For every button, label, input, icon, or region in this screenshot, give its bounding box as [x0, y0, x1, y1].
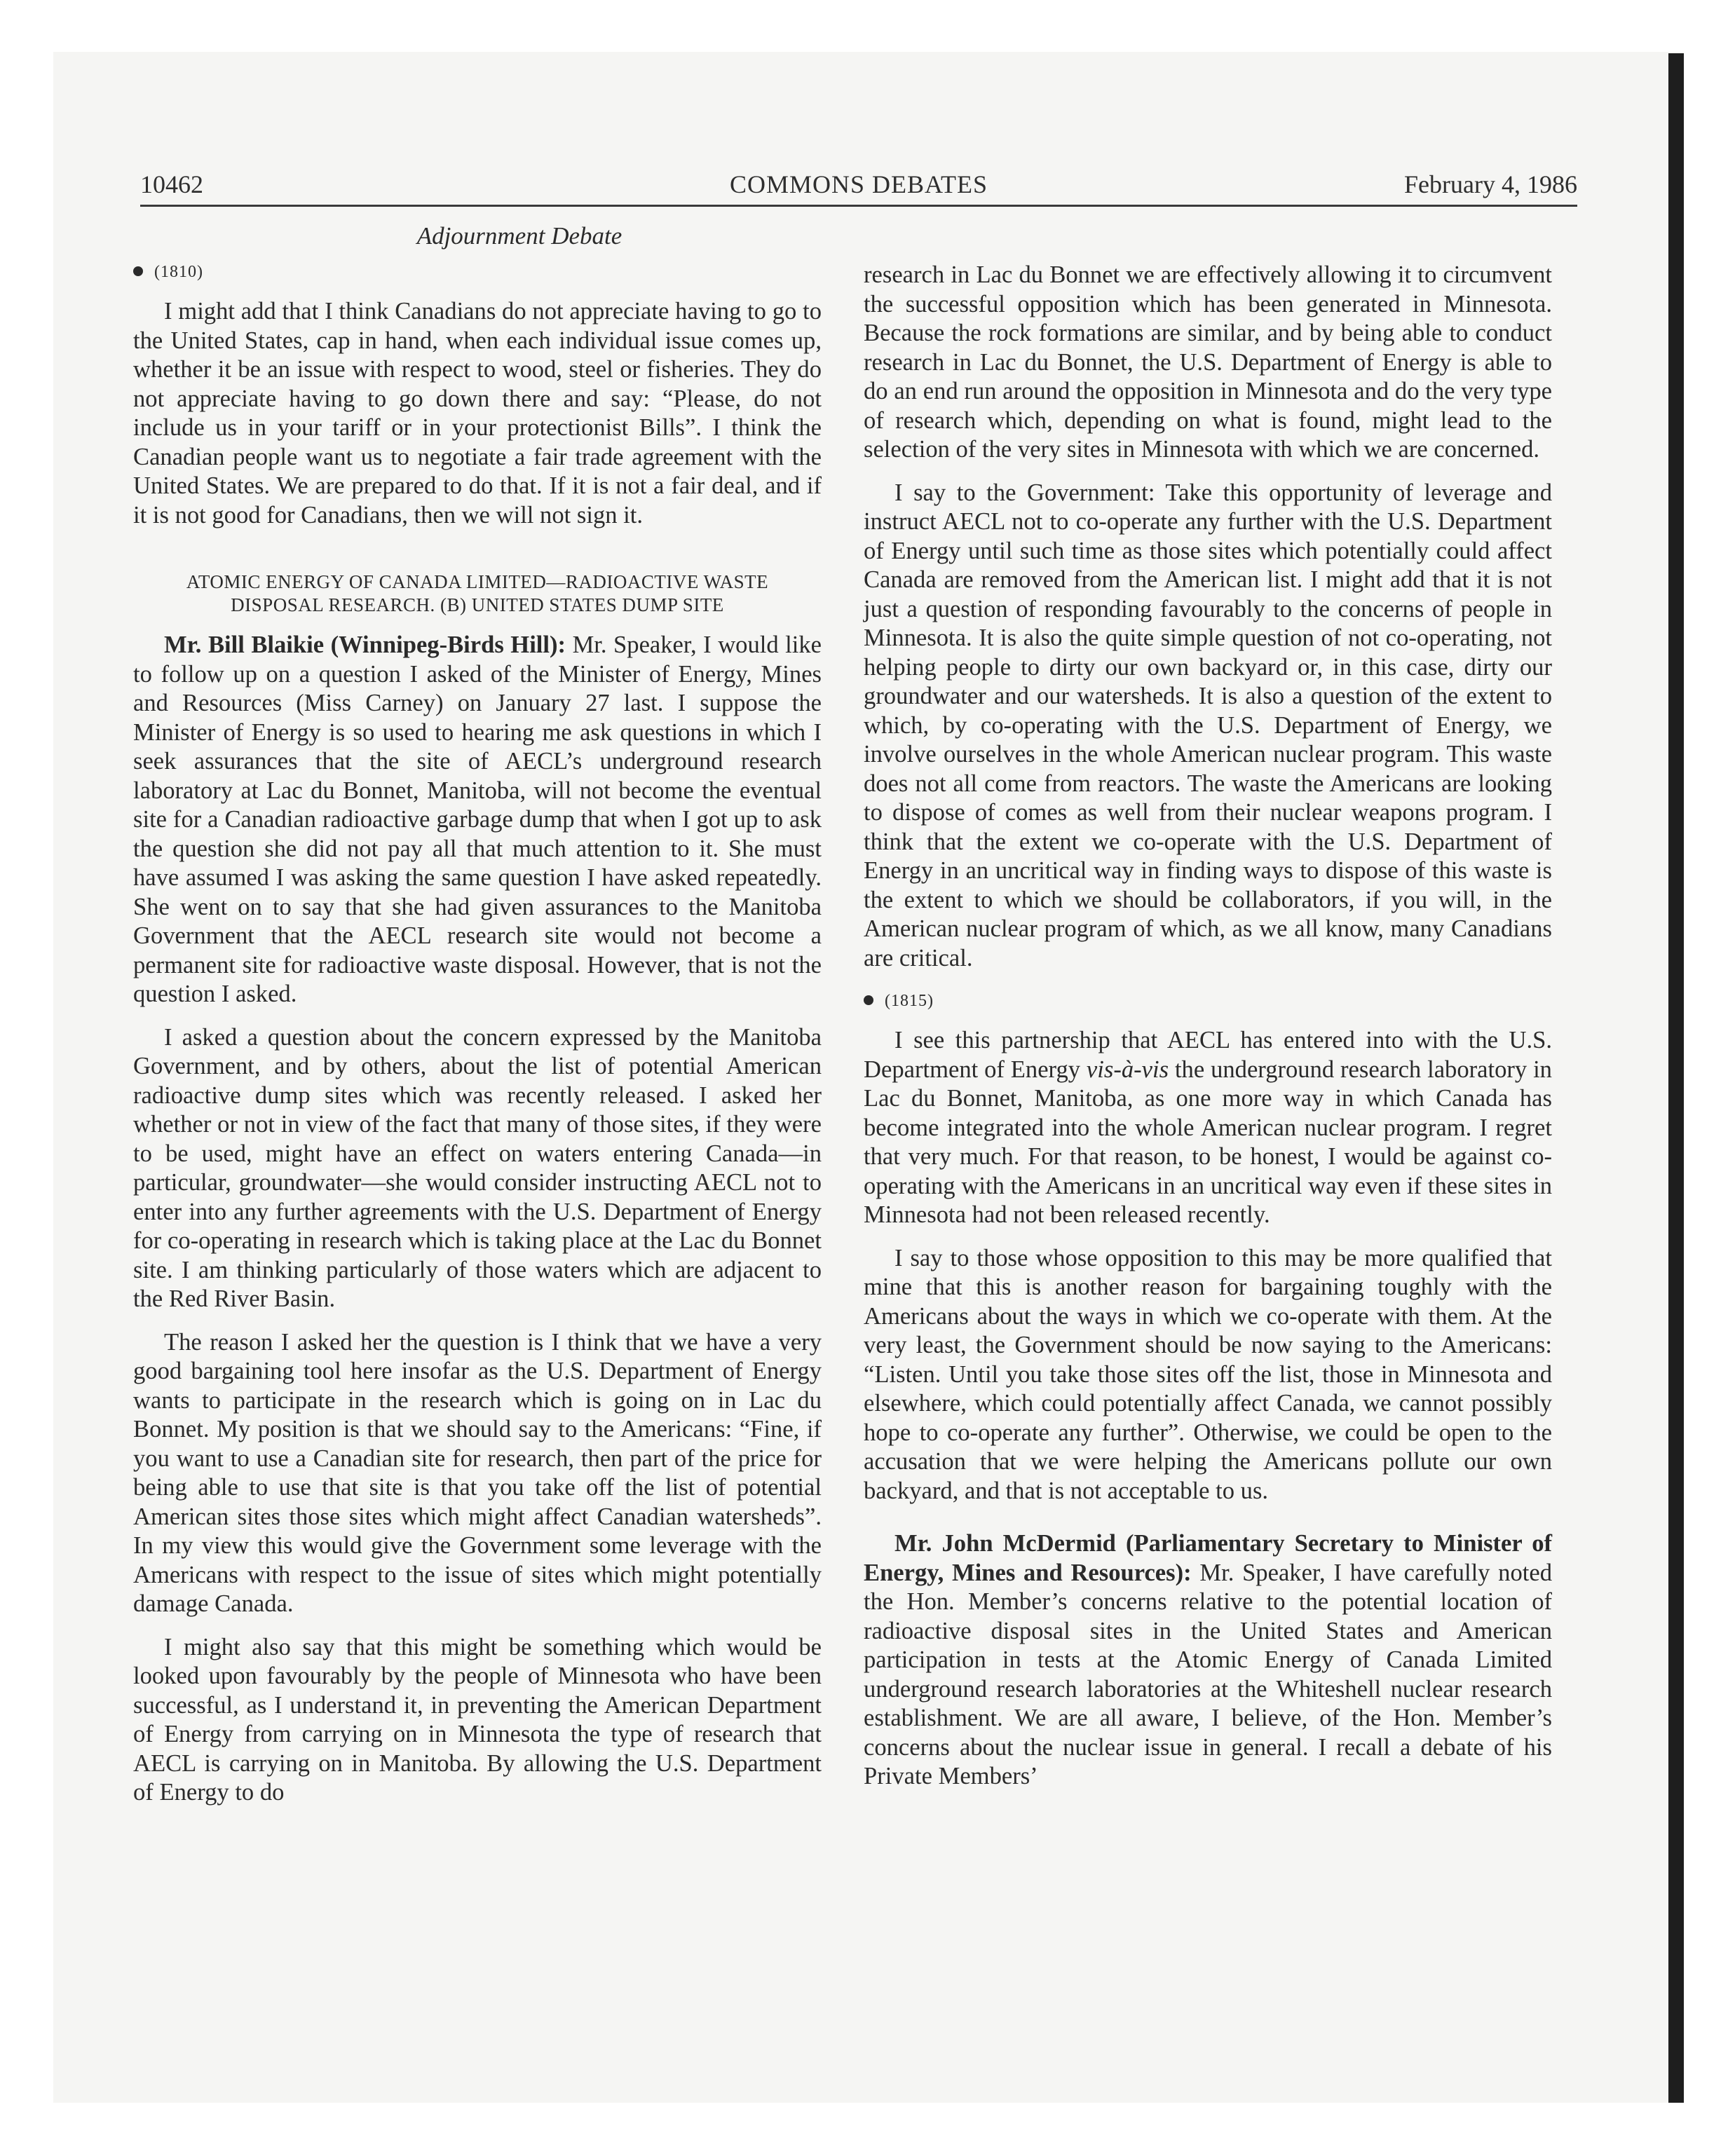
publication-title: COMMONS DEBATES — [729, 170, 988, 198]
timestamp-1815 — [864, 987, 1552, 1015]
scan-margin-left — [0, 0, 53, 2156]
bullet-icon — [864, 995, 873, 1005]
paragraph: I might add that I think Canadians do not appreciate having to go to the United States, cap in hand, when each individual issue comes up, whether it be an issue with respect to wood, steel or fisheries. They do not appreciate having to go down there and say: “Please, do not include us in your tariff or in your protectionist Bills”. I think the Canadian people want us to negotiate a fair trade agreement with the United States. We are prepared to do that. If it is not a fair deal, and if it is not good for Canadians, then we will not sign it. — [133, 298, 822, 528]
scan-margin-bottom — [0, 2103, 1735, 2156]
timestamp-1810 — [133, 258, 822, 286]
bullet-icon — [133, 266, 143, 276]
paragraph — [864, 1529, 1552, 1792]
page-header — [140, 170, 1577, 203]
paragraph — [864, 1026, 1552, 1230]
header-rule — [140, 205, 1577, 207]
debate-heading-line-2: DISPOSAL RESEARCH. (B) UNITED STATES DUMP SITE — [231, 594, 724, 615]
right-column — [864, 261, 1552, 1792]
paragraph: I asked a question about the concern expressed by the Manitoba Government, and by others, about the list of potential American radioactive dump sites which was recently released. I asked her whether or not in view of the fact that many of those sites, if they were to be used, might have an effect on waters entering Canada—in particular, groundwater—she would consider instructing AECL not to enter into any further agreements with the U.S. Department of Energy for co-operating in research which is taking place at the Lac du Bonnet site. I am thinking particularly of those waters which are adjacent to the Red River Basin. — [133, 1023, 822, 1312]
page-number: 10462 — [140, 170, 203, 198]
paragraph: I might also say that this might be something which would be looked upon favourably by the people of Minnesota who have been successful, as I understand it, in preventing the American Department of Energy from carrying on in Minnesota the type of research that AECL is carrying on in Manitoba. By allowing the U.S. Department of Energy to do — [133, 1633, 822, 1806]
section-title: Adjournment Debate — [416, 222, 622, 250]
timestamp-text: (1810) — [154, 263, 203, 281]
paragraph: I say to those whose opposition to this may be more qualified that mine that this is another reason for bargaining toughly with the Americans about the ways in which we co-operate with them. At the very least, the Government should be now saying to the Americans: “Listen. Until you take those sites off the list, those in Minnesota and elsewhere, which could potentially affect Canada, we cannot possibly hope to co-operate any further”. Otherwise, we could be open to the accusation that we were helping the Americans pollute our own backyard, and that is not acceptable to us. — [864, 1244, 1552, 1504]
page-date: February 4, 1986 — [1404, 170, 1577, 198]
speaker-name: Mr. Bill Blaikie (Winnipeg-Birds Hill): — [164, 632, 566, 658]
italic-phrase: vis-à-vis — [1086, 1056, 1169, 1083]
speech-text: Mr. Speaker, I would like to follow up on a question I asked of the Minister of Energy, Mines and Resources (Miss Carney) on January 27 last. I suppose the Minister of Energy is so used to hearing me ask questions in which I seek assurances that the site of AECL’s underground research laboratory at Lac du Bonnet, Manitoba, will not become the eventual site for a Canadian radioactive garbage dump that when I got up to ask the question she did not pay all that much attention to it. She must have assumed I was asking the same question I have asked repeatedly. She went on to say that she had given assurances to the Manitoba Government that the AECL research site would not become a permanent site for radioactive waste disposal. However, that is not the question I asked. — [133, 632, 822, 1007]
paragraph — [133, 631, 822, 1009]
speech-text: Mr. Speaker, I have carefully noted the Hon. Member’s concerns relative to the potential location of radioactive disposal sites in the United States and American participation in tests at the Atomic Energy of Canada Limited underground research laboratories at the Whiteshell nuclear research establishment. We are all aware, I believe, of the Hon. Member’s concerns about the nuclear issue in general. I recall a debate of his Private Members’ — [864, 1559, 1552, 1789]
debate-heading-line-1: ATOMIC ENERGY OF CANADA LIMITED—RADIOACTIVE WASTE — [186, 571, 769, 592]
scan-margin-right — [1684, 0, 1735, 2156]
speech-text: I see this partnership that AECL has entered into with the U.S. Department of Energy — [864, 1027, 1552, 1083]
speech-text: the underground research laboratory in Lac du Bonnet, Manitoba, as one more way in which Canada has become integrated into the whole American nuclear program. I regret that very much. For that reason, to be honest, I would be against co-operating with the Americans in an uncritical way even if these sites in Minnesota had not been released recently. — [864, 1056, 1552, 1228]
debate-heading — [133, 571, 822, 617]
paragraph: The reason I asked her the question is I think that we have a very good bargaining tool here insofar as the U.S. Department of Energy wants to participate in the research which is going on in Lac du Bonnet. My position is that we should say to the Americans: “Fine, if you want to use a Canadian site for research, then part of the price for being able to use that site is that you take off the list of potential American sites those sites which might affect Canadian watersheds”. In my view this would give the Government some leverage with the Americans with respect to the issue of sites which might potentially damage Canada. — [133, 1328, 822, 1617]
left-column — [133, 219, 822, 1808]
binding-shadow — [1668, 53, 1684, 2103]
paragraph: research in Lac du Bonnet we are effectively allowing it to circumvent the successful opposition which has been generated in Minnesota. Because the rock formations are similar, and by being able to conduct research in Lac du Bonnet, the U.S. Department of Energy is able to do an end run around the opposition in Minnesota and do the very type of research which, depending on what is found, might lead to the selection of the very sites in Minnesota with which we are concerned. — [864, 261, 1552, 463]
scan-margin-top — [0, 0, 1735, 52]
speaker-name: Mr. John McDermid (Parliamentary Secretary to Minister of Energy, Mines and Resources): — [864, 1530, 1552, 1586]
paragraph: I say to the Government: Take this opportunity of leverage and instruct AECL not to co-operate any further with the U.S. Department of Energy until such time as those sites which potentially could affect Canada are removed from the American list. I might add that it is not just a question of responding favourably to the concerns of people in Minnesota. It is also the quite simple question of not co-operating, not helping people to dirty our own backyard or, in this case, dirty our groundwater and our watersheds. It is also a question of the extent to which, by co-operating with the U.S. Department of Energy, we involve ourselves in the whole American nuclear program. This waste does not all come from reactors. The waste the Americans are looking to dispose of comes as well from their nuclear weapons program. I think that the extent we co-operate with the U.S. Department of Energy in an uncritical way in finding ways to dispose of this waste is the extent to which we should be collaborators, if you will, in the American nuclear program of which, as we all know, many Canadians are critical. — [864, 479, 1552, 971]
timestamp-text: (1815) — [885, 992, 934, 1010]
